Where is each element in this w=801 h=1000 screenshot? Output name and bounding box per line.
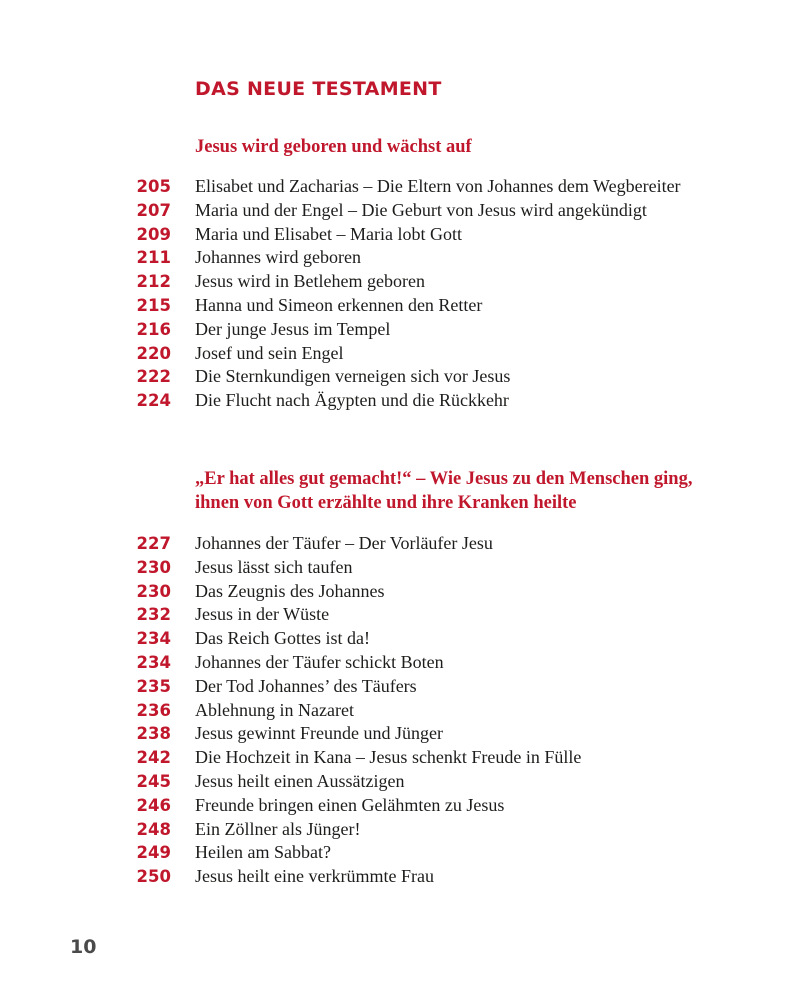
toc-entry[interactable] bbox=[0, 770, 801, 794]
toc-page-number: 236 bbox=[136, 700, 171, 720]
toc-entry-title: Das Reich Gottes ist da! bbox=[195, 628, 370, 649]
toc-entry[interactable] bbox=[0, 389, 801, 413]
toc-entry-title: Freunde bringen einen Gelähmten zu Jesus bbox=[195, 794, 505, 815]
toc-entry[interactable] bbox=[0, 199, 801, 223]
toc-entry-title: Jesus heilt einen Aussätzigen bbox=[195, 770, 405, 791]
toc-entry[interactable] bbox=[0, 532, 801, 556]
toc-entry-title: Ein Zöllner als Jünger! bbox=[195, 818, 361, 839]
toc-page-number: 232 bbox=[136, 605, 171, 625]
toc-entry[interactable] bbox=[0, 223, 801, 247]
toc-entry[interactable] bbox=[0, 342, 801, 366]
toc-entry[interactable] bbox=[0, 580, 801, 604]
toc-entry[interactable] bbox=[0, 865, 801, 889]
toc-page-number: 207 bbox=[136, 200, 171, 220]
toc-entry[interactable] bbox=[0, 270, 801, 294]
toc-entry[interactable] bbox=[0, 794, 801, 818]
toc-entry-title: Der Tod Johannes’ des Täufers bbox=[195, 675, 417, 696]
section-heading-ministry: „Er hat alles gut gemacht!“ – Wie Jesus zu den Menschen ging, ihnen von Gott erzählte und ihre Kranken heilte bbox=[195, 469, 693, 513]
toc-entry-title: Johannes wird geboren bbox=[195, 247, 361, 268]
toc-entry-title: Maria und der Engel – Die Geburt von Jesus wird angekündigt bbox=[195, 199, 647, 220]
toc-page-number: 205 bbox=[136, 177, 171, 196]
toc-page-number: 211 bbox=[136, 248, 171, 268]
toc-entry[interactable] bbox=[0, 556, 801, 580]
section-heading-birth: Jesus wird geboren und wächst auf bbox=[195, 137, 472, 157]
toc-page-number: 234 bbox=[136, 652, 171, 672]
toc-entry[interactable] bbox=[0, 746, 801, 770]
toc-page-number: 222 bbox=[136, 367, 171, 387]
toc-entry[interactable] bbox=[0, 699, 801, 723]
toc-page-number: 235 bbox=[136, 676, 171, 696]
toc-list-birth bbox=[0, 175, 801, 413]
toc-entry[interactable] bbox=[0, 627, 801, 651]
toc-page-number: 230 bbox=[136, 557, 171, 577]
toc-page-number: 216 bbox=[136, 319, 171, 339]
toc-page-number: 249 bbox=[136, 843, 171, 863]
toc-page-number: 238 bbox=[136, 724, 171, 744]
toc-page-number: 234 bbox=[136, 629, 171, 649]
toc-entry[interactable] bbox=[0, 675, 801, 699]
toc-entry[interactable] bbox=[0, 722, 801, 746]
page-title: DAS NEUE TESTAMENT bbox=[195, 78, 442, 100]
toc-page-number: 242 bbox=[136, 748, 171, 768]
toc-entry-title: Jesus gewinnt Freunde und Jünger bbox=[195, 723, 443, 744]
toc-page-number: 215 bbox=[136, 295, 171, 315]
toc-page-number: 248 bbox=[136, 819, 171, 839]
toc-entry-title: Jesus lässt sich taufen bbox=[195, 556, 353, 577]
toc-page-number: 220 bbox=[136, 343, 171, 363]
toc-page-number: 227 bbox=[136, 534, 171, 553]
toc-entry[interactable] bbox=[0, 818, 801, 842]
toc-entry-title: Jesus wird in Betlehem geboren bbox=[195, 271, 425, 292]
toc-page-number: 250 bbox=[136, 867, 171, 887]
toc-entry[interactable] bbox=[0, 175, 801, 199]
toc-entry[interactable] bbox=[0, 841, 801, 865]
toc-entry-title: Die Flucht nach Ägypten und die Rückkehr bbox=[195, 390, 509, 411]
toc-page-number: 212 bbox=[136, 272, 171, 292]
toc-entry[interactable] bbox=[0, 318, 801, 342]
toc-entry[interactable] bbox=[0, 294, 801, 318]
toc-entry-title: Jesus heilt eine verkrümmte Frau bbox=[195, 866, 434, 887]
toc-entry[interactable] bbox=[0, 603, 801, 627]
toc-entry-title: Maria und Elisabet – Maria lobt Gott bbox=[195, 223, 462, 244]
toc-page-number: 245 bbox=[136, 771, 171, 791]
toc-entry-title: Der junge Jesus im Tempel bbox=[195, 318, 391, 339]
toc-entry[interactable] bbox=[0, 246, 801, 270]
toc-page-number: 209 bbox=[136, 224, 171, 244]
toc-entry-title: Heilen am Sabbat? bbox=[195, 842, 331, 863]
toc-entry[interactable] bbox=[0, 651, 801, 675]
toc-entry-title: Das Zeugnis des Johannes bbox=[195, 580, 385, 601]
toc-list-ministry bbox=[0, 532, 801, 889]
toc-entry-title: Die Sternkundigen verneigen sich vor Jesus bbox=[195, 366, 511, 387]
toc-entry-title: Hanna und Simeon erkennen den Retter bbox=[195, 294, 483, 315]
toc-page-number: 224 bbox=[136, 391, 171, 411]
toc-entry-title: Die Hochzeit in Kana – Jesus schenkt Freude in Fülle bbox=[195, 747, 582, 768]
toc-entry-title: Elisabet und Zacharias – Die Eltern von Johannes dem Wegbereiter bbox=[195, 176, 681, 196]
toc-entry-title: Ablehnung in Nazaret bbox=[195, 699, 354, 720]
page-number: 10 bbox=[70, 936, 97, 958]
toc-entry-title: Johannes der Täufer – Der Vorläufer Jesu bbox=[195, 533, 493, 553]
toc-entry-title: Josef und sein Engel bbox=[195, 342, 344, 363]
toc-page-number: 230 bbox=[136, 581, 171, 601]
toc-entry-title: Johannes der Täufer schickt Boten bbox=[195, 651, 444, 672]
toc-entry[interactable] bbox=[0, 365, 801, 389]
toc-page-number: 246 bbox=[136, 795, 171, 815]
toc-entry-title: Jesus in der Wüste bbox=[195, 604, 330, 625]
